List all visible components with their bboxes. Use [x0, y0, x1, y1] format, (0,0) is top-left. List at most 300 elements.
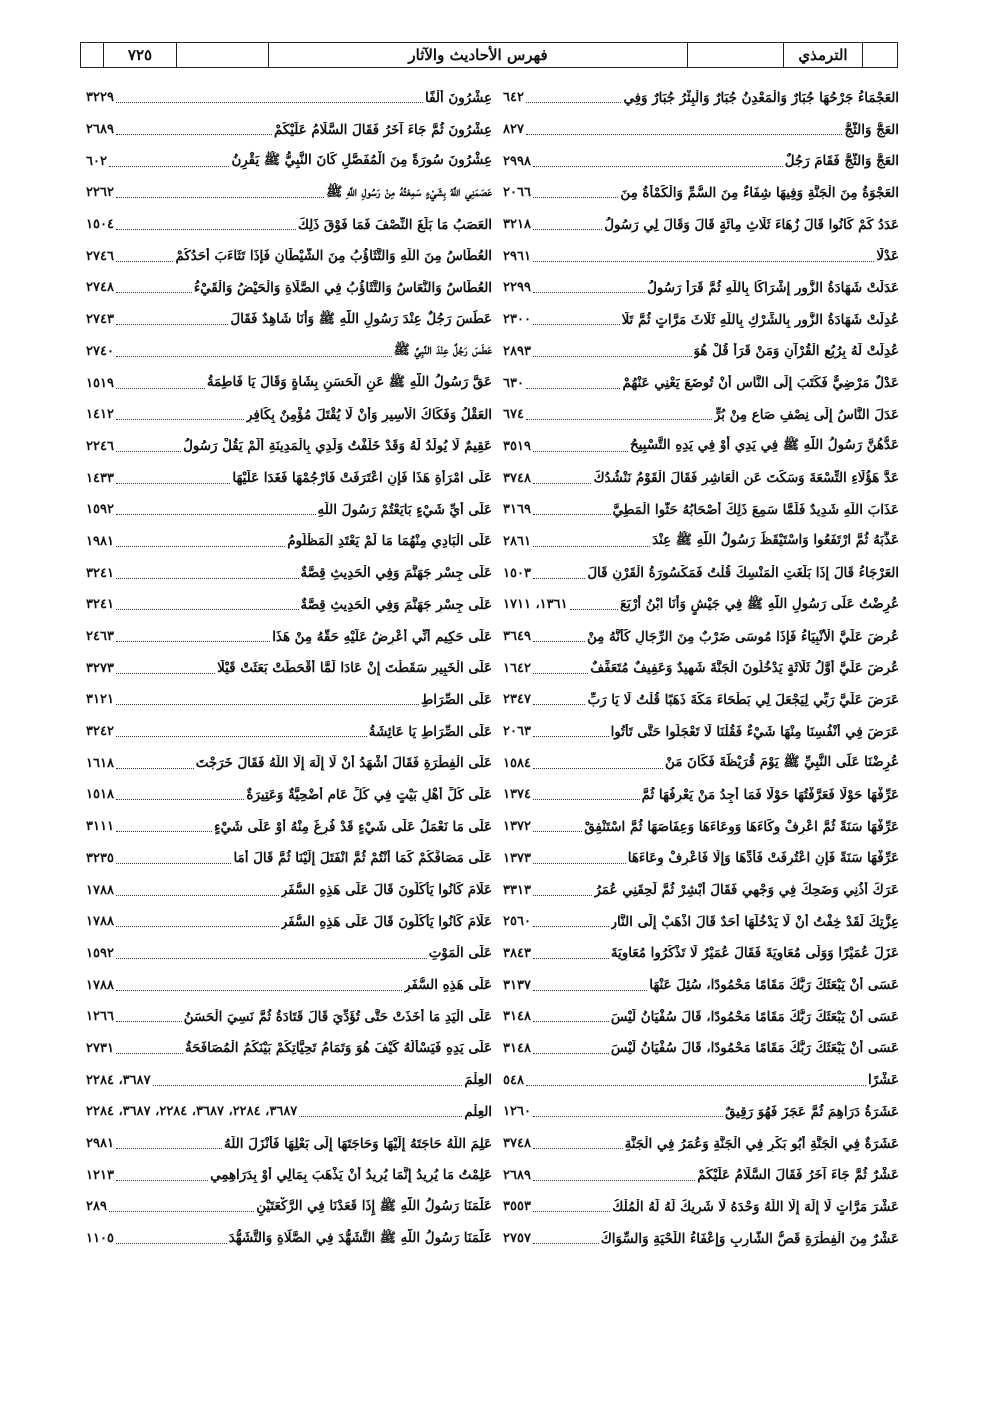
index-entry [503, 652, 899, 684]
index-entry [86, 1096, 492, 1128]
index-entry [503, 336, 899, 368]
dot-leader [533, 641, 585, 642]
header-blank-cell [687, 43, 783, 67]
entry-number: ٣٢٤١ [86, 597, 114, 613]
index-entry [503, 843, 899, 875]
dot-leader [116, 926, 279, 927]
entry-text: عَدَّ هَؤُلَاءِ التِّسْعَةَ وَسَكَتَ عَنِ الْعَاشِرِ فَقَالَ الْقَوْمُ نَنْشُدُكَ [593, 470, 899, 487]
index-entry [503, 272, 899, 304]
dot-leader [533, 514, 611, 515]
dot-leader [533, 166, 783, 167]
entry-text: عُدِلَتْ شَهَادَةُ الزُّورِ بِالشِّرْكِ بِاللَّهِ ثَلَاثَ مَرَّاتٍ ثُمَّ تَلَا [621, 311, 899, 328]
entry-text: عَلَى هَذِهِ السُّفَرِ [404, 977, 492, 994]
entry-text: عَدَلَ النَّاسُ إِلَى نِصْفِ صَاعٍ مِنْ بُرٍّ [713, 406, 899, 423]
entry-number: ٢٧٤٠ [86, 343, 114, 359]
entry-number: ١١٠٥ [86, 1231, 114, 1247]
entry-text: عَشْرٌ ثُمَّ جَاءَ آخَرُ فَقَالَ السَّلَامُ عَلَيْكُمْ [697, 1167, 899, 1184]
entry-number: ١٦١٨ [86, 755, 114, 771]
entry-text: العَجُّ وَالثَّجُّ [844, 121, 899, 138]
entry-text: عَصَمَنِي اللَّهُ بِشَيْءٍ سَمِعْتُهُ مِنْ رَسُولِ اللَّهِ ﷺ [326, 183, 492, 200]
entry-text: عَذَابَ اللَّهِ شَدِيدٌ فَلَمَّا سَمِعَ ذَلِكَ أَصْحَابُهُ حَثُّوا الْمَطِيَّ [612, 501, 899, 518]
entry-text: عِشْرُونَ ثُمَّ جَاءَ آخَرُ فَقَالَ السَّلَامُ عَلَيْكُمْ [273, 121, 492, 138]
dot-leader [116, 546, 285, 547]
index-entry [503, 82, 899, 114]
index-entry [86, 589, 492, 621]
index-entry [503, 145, 899, 177]
entry-number: ١٧٨٨ [86, 977, 114, 993]
entry-number: ٣٢٧٣ [86, 660, 114, 676]
entry-text: عَرَضَ عَلَيَّ رَبِّي لِيَجْعَلَ لِي بَطْحَاءَ مَكَّةَ ذَهَبًا قُلْتُ لَا يَا رَبِّ [587, 691, 899, 708]
entry-text: عَشْرَ مَرَّاتٍ لَا إِلَهَ إِلَّا اللَّهُ وَحْدَهُ لَا شَرِيكَ لَهُ لَهُ الْمُلْكُ [612, 1198, 899, 1215]
header-blank-cell [862, 43, 897, 67]
index-entry [86, 874, 492, 906]
index-entry [86, 843, 492, 875]
entry-number: ٣٧٤٨ [503, 470, 531, 486]
entry-number: ٣٧٤٨ [503, 1136, 531, 1152]
dot-leader [116, 768, 194, 769]
entry-number: ٢٧٤٨ [86, 280, 114, 296]
index-entry [503, 589, 899, 621]
index-entry [503, 304, 899, 336]
index-entry [503, 1191, 899, 1223]
entry-text: عِشْرُونَ أَلْفًا [425, 89, 492, 106]
index-entry [86, 367, 492, 399]
dot-leader [116, 1243, 227, 1244]
entry-text: عَلَى جِسْرِ جَهَنَّمَ وَفِي الْحَدِيثِ قِصَّةٌ [300, 565, 492, 582]
entry-number: ٢٣٠٠ [503, 312, 531, 328]
index-entry [86, 1223, 492, 1255]
index-entry [503, 684, 899, 716]
entry-text: عَلَى الْيَدِ مَا أَخَذَتْ حَتَّى تُؤَدِّيَ قَالَ قَتَادَةُ ثُمَّ نَسِيَ الْحَسَنُ [183, 1008, 492, 1025]
dot-leader [116, 1180, 208, 1181]
dot-leader [533, 895, 592, 896]
index-entry [503, 240, 899, 272]
entry-number: ١٥٨٤ [503, 755, 531, 771]
dot-leader [109, 166, 230, 167]
entry-text: العَقْلُ وَفَكَاكُ الْأَسِيرِ وَأَنْ لَا يُقْتَلَ مُؤْمِنٌ بِكَافِرٍ [246, 406, 492, 423]
entry-number: ٢٣٤٧ [503, 692, 531, 708]
dot-leader [109, 1211, 254, 1212]
dot-leader [533, 768, 663, 769]
dot-leader [116, 324, 228, 325]
dot-leader [533, 356, 692, 357]
entry-number: ١٥١٩ [86, 375, 114, 391]
entry-text: عَلِمَ اللَّهُ حَاجَتَهُ إِلَيْهَا وَحَاجَتَهَا إِلَى بَعْلِهَا فَأَنْزَلَ اللَّهُ [224, 1135, 492, 1152]
entry-text: عَقَّ رَسُولُ اللَّهِ ﷺ عَنِ الْحَسَنِ بِشَاةٍ وَقَالَ يَا فَاطِمَةُ [206, 374, 492, 391]
dot-leader [116, 197, 324, 198]
entry-text: عَلَّمَنَا رَسُولُ اللَّهِ ﷺ إِذَا قَعَدْنَا فِي الرَّكْعَتَيْنِ [256, 1197, 492, 1214]
index-entry [86, 621, 492, 653]
entry-number: ٢٠٦٣ [503, 724, 531, 740]
entry-number: ١٣٧٤ [503, 787, 531, 803]
dot-leader [116, 704, 419, 705]
index-entry [86, 114, 492, 146]
dot-leader [533, 324, 620, 325]
entry-number: ٣١٣٧ [503, 977, 531, 993]
entry-text: عَشْرٌ مِنَ الْفِطْرَةِ قَصُّ الشَّارِبِ وَإِعْفَاءُ اللِّحْيَةِ وَالسِّوَاكُ [600, 1230, 899, 1247]
index-entry [86, 557, 492, 589]
entry-number: ٣٦٨٧، ٢٢٨٤، ٣٦٨٧، ٢٢٨٤، ٣٦٨٧، ٢٢٨٤ [86, 1104, 298, 1120]
entry-number: ١٦٤٢ [503, 660, 531, 676]
entry-text: العَجْمَاءُ جَرْحُهَا جُبَارٌ وَالْمَعْدِنُ جُبَارٌ وَالْبِئْرُ جُبَارٌ وَفِي [623, 89, 899, 106]
entry-number: ٥٤٨ [503, 1072, 524, 1088]
dot-leader [116, 641, 270, 642]
entry-text: عَلَى جِسْرِ جَهَنَّمَ وَفِي الْحَدِيثِ قِصَّةٌ [300, 596, 492, 613]
entry-text: عَسَى أَنْ يَبْعَثَكَ رَبُّكَ مَقَامًا مَحْمُودًا، سُئِلَ عَنْهَا [649, 977, 899, 994]
entry-text: عُرِضَ عَلَيَّ أَوَّلُ ثَلَاثَةٍ يَدْخُلُونَ الْجَنَّةَ شَهِيدٌ وَعَفِيفٌ مُتَعَفِّفٌ [590, 660, 899, 677]
page-header [80, 42, 898, 68]
entry-number: ١٤١٢ [86, 407, 114, 423]
index-entry [86, 1191, 492, 1223]
entry-text: عَلِمْتُ مَا يُرِيدُ إِنَّمَا يُرِيدُ أَنْ يَذْهَبَ بِمَالِي أَوْ بِدَرَاهِمِي [210, 1167, 492, 1184]
dot-leader [533, 261, 874, 262]
entry-text: عَرِّفْهَا حَوْلًا فَعَرَّفْتُهَا حَوْلًا فَمَا أَجِدُ مَنْ يَعْرِفُهَا ثُمَّ [641, 786, 899, 803]
index-entry [86, 431, 492, 463]
entry-text: عَشْرًا [867, 1072, 899, 1089]
entry-text: العِلْمَ [464, 1072, 492, 1089]
index-entry [86, 494, 492, 526]
entry-text: عَلَّمَنَا رَسُولُ اللَّهِ ﷺ التَّشَهُّدَ فِي الصَّلَاةِ وَالتَّشَهُّدَ [228, 1229, 492, 1246]
index-entry [86, 652, 492, 684]
index-entry [86, 462, 492, 494]
dot-leader [533, 704, 586, 705]
dot-leader [116, 990, 402, 991]
dot-leader [533, 799, 640, 800]
entry-text: عَلَى الصِّرَاطِ يَا عَائِشَةُ [368, 723, 492, 740]
index-entry [86, 779, 492, 811]
dot-leader [533, 1148, 623, 1149]
index-entry [86, 272, 492, 304]
dot-leader [526, 134, 843, 135]
entry-number: ١٥١٨ [86, 787, 114, 803]
index-entry [86, 526, 492, 558]
dot-leader [116, 1148, 222, 1149]
entry-number: ٢٧٣١ [86, 1040, 114, 1056]
dot-leader [116, 229, 296, 230]
index-entry [503, 1159, 899, 1191]
entry-number: ٣٦٨٧، ٢٢٨٤ [86, 1072, 151, 1088]
entry-number: ٣٦٤٩ [503, 629, 531, 645]
entry-text: عَسَى أَنْ يَبْعَثَكَ رَبُّكَ مَقَامًا مَحْمُودًا، قَالَ سُفْيَانُ لَيْسَ [610, 1008, 899, 1025]
page-number: ٧٢٥ [103, 43, 176, 67]
entry-text: عَلَى الْمَوْتِ [428, 945, 492, 962]
entry-number: ٦٤٢ [503, 90, 524, 106]
entry-number: ٢٧٥٧ [503, 1231, 531, 1247]
index-entry [503, 716, 899, 748]
dot-leader [116, 388, 205, 389]
entry-text: عَقِيمٌ لَا يُولَدُ لَهُ وَقَدْ خَلَّفْتُ وَلَدِي بِالْمَدِينَةِ أَلَمْ يَقُلْ رَسُولُ [183, 438, 492, 455]
entry-number: ١٣٧٢ [503, 819, 531, 835]
entry-text: عِزَّتِكَ لَقَدْ خِفْتُ أَنْ لَا يَدْخُلَهَا أَحَدٌ قَالَ اذْهَبْ إِلَى النَّارِ [610, 913, 899, 930]
index-entry [503, 938, 899, 970]
index-entry [86, 1159, 492, 1191]
entry-text: عُرِضْنَا عَلَى النَّبِيِّ ﷺ يَوْمَ قُرَيْظَةَ فَكَانَ مَنْ [665, 754, 899, 771]
index-entry [503, 779, 899, 811]
entry-number: ٢٨٩ [86, 1199, 107, 1215]
entry-text: عَلَى مَصَافِّكُمْ كَمَا أَنْتُمْ ثُمَّ انْفَتَلَ إِلَيْنَا ثُمَّ قَالَ أَمَا [233, 850, 492, 867]
entry-text: عَلَى الْفِطْرَةِ فَقَالَ أَشْهَدُ أَنْ لَا إِلَهَ إِلَّا اللَّهُ فَقَالَ خَرَجْتَ [195, 755, 492, 772]
dot-leader [533, 673, 588, 674]
header-blank-cell [81, 43, 103, 67]
entry-number: ٣١٦٩ [503, 502, 531, 518]
index-entry [503, 906, 899, 938]
dot-leader [533, 451, 628, 452]
index-entry [86, 336, 492, 368]
entry-text: عَذَّبَهُ ثُمَّ ارْتَفَعُوا وَاسْتَيْقَظَ رَسُولُ اللَّهِ ﷺ عِنْدَ [652, 532, 899, 549]
index-entry [503, 209, 899, 241]
entry-number: ١٩٨١ [86, 533, 114, 549]
dot-leader [116, 419, 244, 420]
entry-text: عَلَى الصِّرَاطِ [420, 691, 492, 708]
entry-number: ٢٤٦٣ [86, 629, 114, 645]
dot-leader [533, 736, 609, 737]
index-entry [503, 1223, 899, 1255]
entry-text: عُرِضْتُ عَلَى رَسُولِ اللَّهِ ﷺ فِي جَيْشٍ وَأَنَا ابْنُ أَرْبَعَ [620, 595, 899, 612]
entry-number: ٣٥٥٣ [503, 1199, 531, 1215]
entry-text: عَشَرَةُ دَرَاهِمَ ثُمَّ عَجَزَ فَهُوَ رَقِيقٌ [725, 1103, 899, 1120]
entry-number: ٨٢٧ [503, 122, 524, 138]
dot-leader [116, 356, 392, 357]
entry-text: عَلَى حَكِيمٍ أَنِّي أَعْرِضُ عَلَيْهِ حَقَّهُ مِنْ هَذَا [272, 628, 492, 645]
entry-text: عَدْلٌ مَرْضِيٌّ فَكَتَبَ إِلَى النَّاسِ أَنْ تُوضَعَ يَعْنِي عَنْهُمْ [622, 375, 899, 392]
index-entry [86, 1064, 492, 1096]
entry-number: ١٧٨٨ [86, 882, 114, 898]
left-column [86, 82, 492, 1254]
dot-leader [533, 229, 602, 230]
entry-number: ٦٠٢ [86, 153, 107, 169]
entry-number: ٢٦٨٩ [86, 122, 114, 138]
index-entry [86, 811, 492, 843]
index-entry [503, 747, 899, 779]
dot-leader [533, 926, 609, 927]
index-entry [503, 1128, 899, 1160]
dot-leader [116, 673, 215, 674]
entry-number: ٣٨٤٣ [503, 945, 531, 961]
dot-leader [533, 990, 647, 991]
dot-leader [116, 895, 279, 896]
entry-number: ٢٥٦٠ [503, 914, 531, 930]
entry-text: عَلَى مَا نَعْمَلُ عَلَى شَيْءٍ قَدْ فُرِغَ مِنْهُ أَوْ عَلَى شَيْءٍ [214, 818, 492, 835]
dot-leader [116, 261, 174, 262]
entry-text: عِشْرُونَ سُورَةً مِنَ الْمُفَصَّلِ كَانَ النَّبِيُّ ﷺ يَقْرِنُ [231, 152, 492, 169]
entry-number: ٢٧٤٦ [86, 248, 114, 264]
dot-leader [116, 292, 192, 293]
entry-number: ١٥٩٢ [86, 502, 114, 518]
dot-leader [116, 102, 423, 103]
entry-number: ٢٨٦١ [503, 533, 531, 549]
index-entry [503, 367, 899, 399]
dot-leader [116, 1053, 183, 1054]
dot-leader [116, 863, 232, 864]
index-entry [503, 399, 899, 431]
dot-leader [116, 134, 272, 135]
index-entry [503, 1064, 899, 1096]
entry-number: ٢٩٩٨ [503, 153, 531, 169]
index-title: فهرس الأحاديث والآثار [268, 43, 687, 67]
header-blank-cell [176, 43, 268, 67]
entry-number: ٢٢٤٦ [86, 438, 114, 454]
entry-text: عَزَلَ عُمَيْرًا وَوَلَّى مُعَاوِيَةَ فَقَالَ عُمَيْرٌ لَا تَذْكُرُوا مُعَاوِيَةَ [610, 945, 899, 962]
entry-number: ٢٧٤٣ [86, 312, 114, 328]
dot-leader [116, 578, 299, 579]
dot-leader [116, 609, 299, 610]
index-entry [503, 621, 899, 653]
index-entry [86, 747, 492, 779]
index-entry [86, 1128, 492, 1160]
entry-number: ٢٩٦١ [503, 248, 531, 264]
index-entry [86, 969, 492, 1001]
index-entry [86, 1033, 492, 1065]
index-entry [503, 177, 899, 209]
dot-leader [533, 292, 645, 293]
entry-text: العُطَاسُ مِنَ اللَّهِ وَالتَّثَاؤُبُ مِنَ الشَّيْطَانِ فَإِذَا تَثَاءَبَ أَحَدُكُمْ [175, 248, 492, 265]
dot-leader [533, 483, 592, 484]
index-entry [86, 399, 492, 431]
entry-text: العَصَبُ مَا بَلَغَ النِّصْفَ فَمَا فَوْقَ ذَلِكَ [297, 216, 492, 233]
dot-leader [116, 799, 244, 800]
index-entry [503, 114, 899, 146]
entry-number: ١٣٧٣ [503, 850, 531, 866]
entry-text: عَلَى امْرَأَةِ هَذَا فَإِنِ اعْتَرَفَتْ فَارْجُمْهَا فَغَدَا عَلَيْهَا [232, 470, 492, 487]
entry-text: العَجُّ وَالثَّجُّ فَقَامَ رَجُلٌ [784, 153, 899, 170]
index-entry [503, 526, 899, 558]
entry-number: ٣٣١٣ [503, 882, 531, 898]
index-entry [86, 684, 492, 716]
entry-text: عَلَى أَيِّ شَيْءٍ بَايَعْتُمْ رَسُولَ اللَّهِ [317, 501, 492, 518]
entry-number: ٣١٢١ [86, 692, 114, 708]
entry-text: عَدَدُ كَمْ كَانُوا قَالَ زُهَاءَ ثَلَاثِ مِائَةٍ قَالَ وَقَالَ لِي رَسُولُ [604, 216, 899, 233]
entry-text: عَشَرَةٌ فِي الْجَنَّةِ أَبُو بَكْرٍ فِي الْجَنَّةِ وَعُمَرُ فِي الْجَنَّةِ [624, 1135, 899, 1152]
entry-number: ٢٨٩٣ [503, 343, 531, 359]
entry-text: عَدَلَتْ شَهَادَةُ الزُّورِ إِشْرَاكًا بِاللَّهِ ثُمَّ قَرَأَ رَسُولُ [647, 279, 899, 296]
entry-number: ١٥٠٣ [503, 565, 531, 581]
index-entry [86, 906, 492, 938]
entry-number: ١٣٦١، ١٧١١ [503, 597, 568, 613]
entry-number: ١٧٨٨ [86, 914, 114, 930]
dot-leader [533, 1180, 695, 1181]
dot-leader [533, 578, 585, 579]
index-entry [503, 431, 899, 463]
entry-text: عَسَى أَنْ يَبْعَثَكَ رَبُّكَ مَقَامًا مَحْمُودًا، قَالَ سُفْيَانُ لَيْسَ [610, 1040, 899, 1057]
entry-text: عُدِلَتْ لَهُ بِرُبُعِ الْقُرْآنِ وَمَنْ قَرَأَ قُلْ هُوَ [693, 343, 899, 360]
entry-text: عَلَامَ كَانُوا يَأْكُلُونَ قَالَ عَلَى هَذِهِ السُّفَرِ [280, 913, 492, 930]
entry-number: ٣٢٤١ [86, 565, 114, 581]
entry-text: عَلَى كُلِّ أَهْلِ بَيْتٍ فِي كُلِّ عَامٍ أُضْحِيَّةٌ وَعَتِيرَةٌ [246, 786, 492, 803]
index-entry [503, 462, 899, 494]
dot-leader [116, 514, 316, 515]
index-entry [503, 811, 899, 843]
dot-leader [116, 483, 230, 484]
entry-number: ١٤٣٣ [86, 470, 114, 486]
entry-text: العُطَاسُ وَالنُّعَاسُ وَالتَّثَاؤُبُ فِي الصَّلَاةِ وَالْحَيْضُ وَالْقَيْءُ [193, 279, 492, 296]
index-entry [86, 716, 492, 748]
entry-number: ٢٢٩٩ [503, 280, 531, 296]
index-entry [503, 874, 899, 906]
dot-leader [153, 1085, 463, 1086]
index-entry [86, 82, 492, 114]
dot-leader [533, 831, 582, 832]
entry-text: عَلَى الْخَبِيرِ سَقَطْتَ إِنْ عَادَا لَمَّا أَقْحَطَتْ بَعَثَتْ قَيْلًا [217, 660, 492, 677]
dot-leader [533, 958, 609, 959]
entry-number: ٣١٤٨ [503, 1040, 531, 1056]
entry-number: ٣٢١٨ [503, 217, 531, 233]
dot-leader [533, 546, 650, 547]
dot-leader [116, 831, 212, 832]
dot-leader [533, 1021, 609, 1022]
entry-number: ٢٦٨٩ [503, 1167, 531, 1183]
dot-leader [526, 419, 712, 420]
index-entry [503, 1033, 899, 1065]
dot-leader [533, 1243, 599, 1244]
index-entry [86, 177, 492, 209]
entry-number: ٢٠٦٦ [503, 185, 531, 201]
dot-leader [533, 1211, 610, 1212]
dot-leader [116, 958, 427, 959]
dot-leader [533, 863, 626, 864]
index-entry [503, 969, 899, 1001]
dot-leader [526, 1085, 866, 1086]
index-entry [503, 1001, 899, 1033]
entry-number: ٣٢٣٥ [86, 850, 114, 866]
index-entry [503, 1096, 899, 1128]
entry-number: ١٥٩٢ [86, 945, 114, 961]
entry-text: العَرْجَاءُ قَالَ إِذَا بَلَغَتِ الْمَنْسِكَ قُلْتُ فَمَكْسُورَةُ الْقَرْنِ قَالَ [587, 565, 899, 582]
entry-number: ١٢٦٦ [86, 1009, 114, 1025]
index-entry [86, 240, 492, 272]
index-entry [86, 938, 492, 970]
entry-number: ٢٩٨١ [86, 1136, 114, 1152]
right-column [503, 82, 899, 1254]
entry-number: ٣٥١٩ [503, 438, 531, 454]
dot-leader [116, 1021, 182, 1022]
entry-number: ٣٢٤٢ [86, 724, 114, 740]
entry-number: ٣١٤٨ [503, 1009, 531, 1025]
entry-text: عَلَى يَدِهِ فَيَسْأَلُهُ كَيْفَ هُوَ وَتَمَامُ تَحِيَّاتِكُمْ بَيْنَكُمُ الْمُصَافَحَةُ [184, 1040, 492, 1057]
entry-text: عَدْلًا [876, 248, 899, 265]
dot-leader [116, 736, 367, 737]
entry-text: العِلْمِ [464, 1103, 492, 1120]
dot-leader [116, 451, 181, 452]
index-entry [503, 494, 899, 526]
dot-leader [533, 1116, 723, 1117]
entry-number: ١٥٠٤ [86, 217, 114, 233]
entry-number: ١٢٦٠ [503, 1104, 531, 1120]
entry-text: عَرِّفْهَا سَنَةً ثُمَّ اعْرِفْ وِكَاءَهَا وَوِعَاءَهَا وَعِفَاصَهَا ثُمَّ اسْتَنْفِقْ [584, 818, 899, 835]
entry-text: عَرَضَ فِي أَنْفُسِنَا مِنْهَا شَيْءٌ فَقُلْنَا لَا تَعْجَلُوا حَتَّى تَأْتُوا [610, 723, 899, 740]
dot-leader [533, 1053, 609, 1054]
entry-text: عَرَكَ أُذُنِي وَضَحِكَ فِي وَجْهِي فَقَالَ أَبْشِرْ ثُمَّ لَحِقَنِي عُمَرُ [594, 882, 899, 899]
dot-leader [526, 388, 620, 389]
index-entry [86, 145, 492, 177]
entry-text: العَجْوَةُ مِنَ الْجَنَّةِ وَفِيهَا شِفَاءٌ مِنَ السُّمِّ وَالْكَمْأَةُ مِنَ [620, 184, 899, 201]
entry-text: عَلَى الْبَادِي مِنْهُمَا مَا لَمْ يَعْتَدِ الْمَظْلُومُ [287, 533, 492, 550]
entry-text: عَطَسَ رَجُلٌ عِنْدَ النَّبِيِّ ﷺ [393, 342, 492, 359]
entry-text: عَدُّهُنَّ رَسُولُ اللَّهِ ﷺ فِي يَدِي أَوْ فِي يَدِهِ التَّسْبِيحُ [630, 437, 899, 454]
index-entry [86, 304, 492, 336]
entry-text: عَرِّفْهَا سَنَةً فَإِنِ اعْتُرِفَتْ فَأَدِّهَا وَإِلَّا فَاعْرِفْ وِعَاءَهَا [627, 850, 899, 867]
entry-text: عَلَامَ كَانُوا يَأْكُلُونَ قَالَ عَلَى هَذِهِ السُّفَرِ [280, 882, 492, 899]
dot-leader [533, 197, 618, 198]
index-entry [86, 1001, 492, 1033]
entry-number: ٣١١١ [86, 819, 114, 835]
entry-number: ٢٢٦٢ [86, 185, 114, 201]
entry-number: ٦٣٠ [503, 375, 524, 391]
entry-text: عُرِضَ عَلَيَّ الْأَنْبِيَاءُ فَإِذَا مُوسَى ضَرْبٌ مِنَ الرِّجَالِ كَأَنَّهُ مِنْ [586, 628, 899, 645]
entry-number: ٦٧٤ [503, 407, 524, 423]
dot-leader [570, 609, 618, 610]
dot-leader [299, 1116, 462, 1117]
dot-leader [526, 102, 622, 103]
